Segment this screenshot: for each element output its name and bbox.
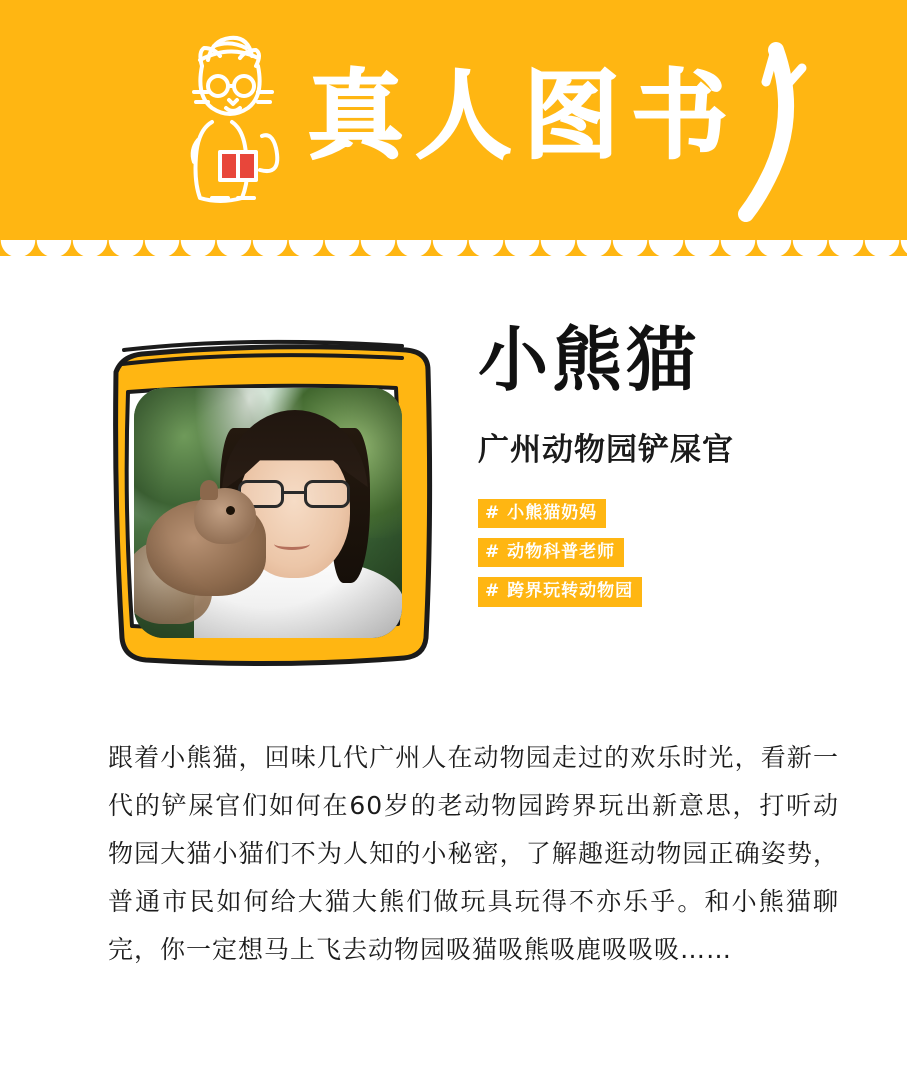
tag-item[interactable] bbox=[478, 538, 624, 567]
cat-mascot-icon bbox=[168, 30, 298, 205]
tag-hash: # bbox=[485, 581, 501, 602]
spark-decoration bbox=[752, 40, 812, 100]
scallop-edge bbox=[0, 240, 907, 256]
tag-hash: # bbox=[485, 541, 501, 562]
profile-section bbox=[0, 256, 907, 676]
person-role: 广州动物园铲屎官 bbox=[478, 431, 734, 468]
photo-frame bbox=[98, 306, 438, 676]
profile-photo bbox=[134, 388, 402, 638]
tag-item[interactable] bbox=[478, 577, 642, 606]
tag-label: 跨界玩转动物园 bbox=[507, 581, 634, 602]
tag-item[interactable] bbox=[478, 499, 606, 528]
tag-hash: # bbox=[485, 502, 501, 523]
tag-label: 动物科普老师 bbox=[507, 541, 616, 562]
header-banner bbox=[0, 0, 907, 256]
tag-label: 小熊猫奶妈 bbox=[507, 502, 598, 523]
tag-list bbox=[478, 499, 867, 607]
profile-details bbox=[438, 306, 867, 676]
description-paragraph: 跟着小熊猫，回味几代广州人在动物园走过的欢乐时光，看新一代的铲屎官们如何在60岁的老动物园跨界玩出新意思，打听动物园大猫小猫们不为人知的小秘密，了解趣逛动物园正确姿势，普通市民如何给大猫大熊们做玩具玩得不亦乐乎。和小熊猫聊完，你一定想马上飞去动物园吸猫吸熊吸鹿吸吸吸…… bbox=[108, 743, 839, 964]
banner-title: 真人图书 bbox=[307, 60, 740, 172]
person-name: 小熊猫 bbox=[478, 319, 700, 401]
